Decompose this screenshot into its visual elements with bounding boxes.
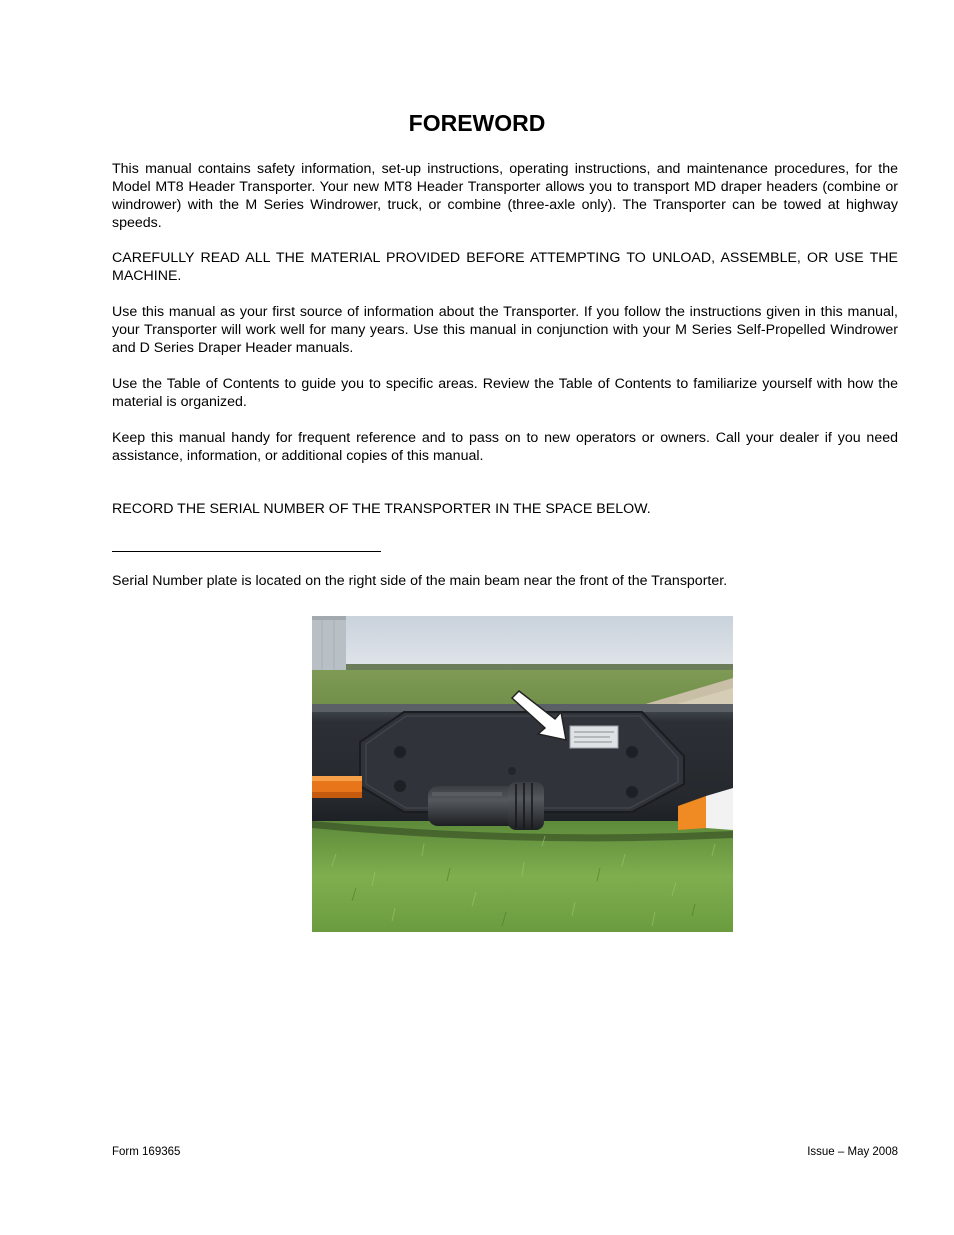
page-title: FOREWORD: [408, 110, 546, 136]
form-number: Form 169365: [112, 1146, 181, 1158]
serial-plate-photo: [312, 616, 733, 932]
issue-date: Issue – May 2008: [807, 1146, 898, 1158]
serial-number-blank-line: [112, 551, 381, 552]
usage-paragraph: Use this manual as your first source of information about the Transporter. If you follow the instructions given in this manual, your Transporter will work well for many years. Use this manual in conjunction with your M Series Self-Propelled Windrower and D Series Draper Header manuals.: [112, 304, 898, 356]
intro-paragraph: This manual contains safety information, set-up instructions, operating instructions, and maintenance procedures, for the Model MT8 Header Transporter. Your new MT8 Header Transporter allows you to transport MD draper headers (combine or windrower) with the M Series Windrower, truck, or combine (three-axle only). The Transporter can be towed at highway speeds.: [112, 161, 898, 231]
serial-location-text: Serial Number plate is located on the right side of the main beam near the front of the Transporter.: [112, 573, 728, 589]
serial-instruction: RECORD THE SERIAL NUMBER OF THE TRANSPORTER IN THE SPACE BELOW.: [112, 501, 651, 517]
toc-paragraph: Use the Table of Contents to guide you to specific areas. Review the Table of Contents to familiarize yourself with how the material is organized.: [112, 376, 898, 410]
reference-paragraph: Keep this manual handy for frequent reference and to pass on to new operators or owners. Call your dealer if you need assistance, information, or additional copies of this manual.: [112, 430, 898, 464]
warning-paragraph: CAREFULLY READ ALL THE MATERIAL PROVIDED BEFORE ATTEMPTING TO UNLOAD, ASSEMBLE, OR USE THE MACHINE.: [112, 250, 898, 284]
